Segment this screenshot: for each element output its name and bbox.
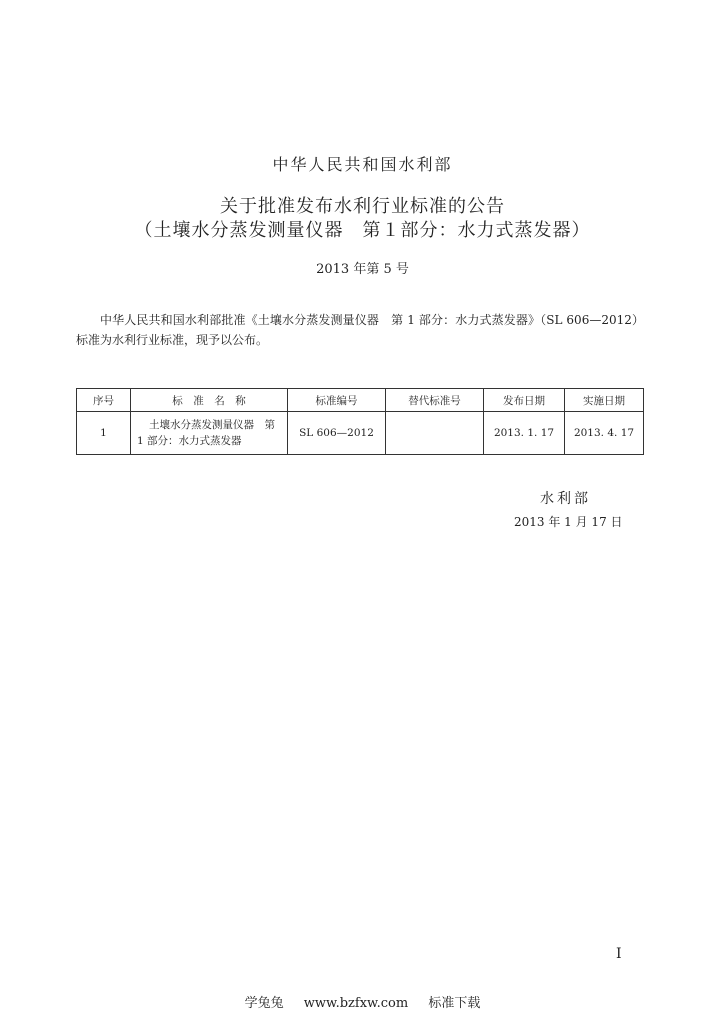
document-number: 2013 年第 5 号 — [316, 262, 409, 277]
ministry-heading: 中华人民共和国水利部 — [272, 155, 453, 174]
header-effective-date: 实施日期 — [565, 389, 644, 412]
cell-effective-date: 2013. 4. 17 — [565, 412, 644, 455]
announcement-title: 关于批准发布水利行业标准的公告 — [220, 196, 505, 217]
standards-table — [76, 388, 644, 455]
footer-url[interactable]: www.bzfxw.com — [303, 996, 409, 1011]
page-number: I — [616, 946, 622, 962]
announcement-body: 中华人民共和国水利部批准《土壤水分蒸发测量仪器 第 1 部分：水力式蒸发器》（SL 606—2012）标准为水利行业标准，现予以公布。 — [76, 313, 644, 347]
table-row — [77, 412, 644, 455]
footer-site-name: 学兔兔 — [244, 996, 284, 1011]
header-replaces: 替代标准号 — [386, 389, 484, 412]
header-seq: 序号 — [77, 389, 131, 412]
signature-org: 水利部 — [540, 491, 591, 507]
header-name: 标 准 名 称 — [131, 389, 288, 412]
signature-date: 2013 年 1 月 17 日 — [514, 515, 623, 529]
cell-seq: 1 — [77, 412, 131, 455]
header-publish-date: 发布日期 — [484, 389, 565, 412]
cell-publish-date: 2013. 1. 17 — [484, 412, 565, 455]
announcement-subtitle: （土壤水分蒸发测量仪器 第１部分：水力式蒸发器） — [134, 220, 591, 241]
header-code: 标准编号 — [288, 389, 386, 412]
cell-replaces — [386, 412, 484, 455]
cell-code: SL 606—2012 — [288, 412, 386, 455]
table-header-row — [77, 389, 644, 412]
footer-tagline: 标准下载 — [428, 996, 481, 1011]
footer — [0, 992, 725, 1011]
cell-name: 土壤水分蒸发测量仪器 第 1 部分：水力式蒸发器 — [131, 412, 288, 455]
